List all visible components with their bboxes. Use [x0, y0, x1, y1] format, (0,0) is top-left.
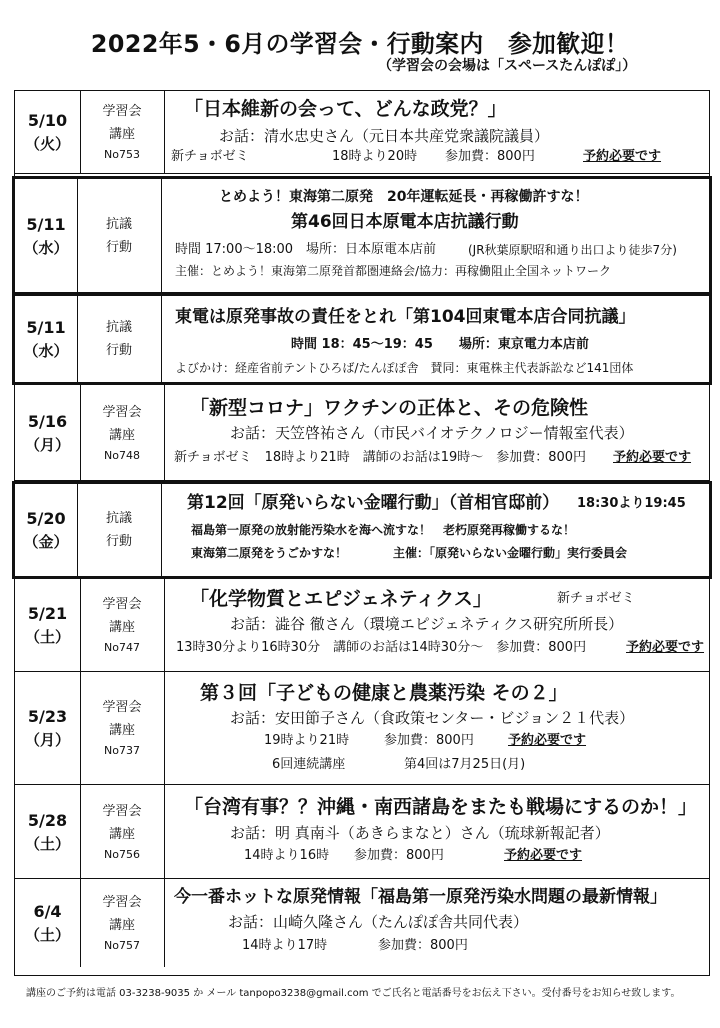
event-body — [164, 785, 709, 878]
reservation-note: 予約必要です — [626, 640, 705, 655]
event-type: 抗議 — [105, 320, 132, 335]
type-cell — [77, 296, 162, 382]
event-fee: 参加費：800円 — [384, 733, 474, 748]
event-number: No747 — [104, 641, 140, 654]
event-number: No753 — [104, 148, 140, 161]
event-time-place: 時間 17:00～18:00 場所：日本原電本店前 — [175, 242, 437, 257]
event-type: 抗議 — [105, 216, 132, 232]
date-cell — [15, 484, 78, 576]
event-time: 18時より20時 — [332, 149, 418, 164]
event-time: 14時より16時 — [244, 848, 330, 863]
event-body — [164, 579, 709, 671]
event-type: 学習会 — [102, 597, 142, 612]
event-row — [12, 176, 712, 295]
event-row — [12, 293, 712, 385]
date-cell — [15, 579, 81, 671]
event-slogan: 福島第一原発の放射能汚染水を海へ流すな！ 老朽原発再稼働するな！ — [191, 523, 576, 537]
event-body — [164, 879, 709, 967]
event-date: 5/11 — [26, 318, 66, 337]
event-type-sub: 行動 — [105, 239, 132, 255]
event-type: 学習会 — [102, 404, 142, 420]
event-type-sub: 講座 — [108, 427, 135, 443]
event-details: 13時30分より16時30分 講師のお話は14時30分～ 参加費：800円 — [176, 640, 587, 655]
type-cell — [77, 179, 162, 292]
event-fee: 参加費：800円 — [378, 938, 468, 953]
event-type: 抗議 — [105, 511, 132, 526]
event-type-sub: 講座 — [108, 620, 135, 635]
event-title: 今一番ホットな原発情報「福島第一原発汚染水問題の最新情報」 — [174, 887, 667, 907]
date-cell — [15, 385, 81, 480]
event-number: No748 — [104, 448, 140, 462]
event-row — [15, 879, 709, 967]
event-title: 「台湾有事？？沖縄・南西諸島をまたも戦場にするのか！」 — [184, 796, 698, 818]
event-type-sub: 講座 — [108, 723, 135, 738]
event-time: 18:30より19:45 — [577, 496, 686, 511]
event-speaker: お話：安田節子さん（食政策センター・ビジョン２１代表） — [230, 709, 635, 727]
reservation-note: 予約必要です — [508, 733, 587, 748]
date-cell — [15, 296, 78, 382]
event-speaker: お話：澁谷 徹さん（環境エピジェネティクス研究所所長） — [230, 615, 624, 633]
reservation-note: 予約必要です — [504, 848, 583, 863]
type-cell — [80, 785, 165, 878]
type-cell — [80, 579, 165, 671]
event-body — [161, 296, 709, 382]
event-number: No756 — [104, 847, 140, 861]
event-title: 「化学物質とエピジェネティクス」 — [190, 588, 492, 610]
event-fee: 参加費：800円 — [445, 149, 535, 164]
type-cell — [80, 672, 165, 784]
event-date: 5/23 — [27, 707, 68, 726]
event-date: 5/21 — [27, 604, 68, 623]
event-type: 学習会 — [102, 104, 142, 119]
event-title: 「新型コロナ」ワクチンの正体と、その危険性 — [190, 397, 589, 419]
event-title: 第46回日本原電本店抗議行動 — [291, 212, 519, 232]
event-zemi: 新チョボゼミ — [557, 591, 635, 606]
event-body — [161, 179, 709, 292]
event-date: 5/28 — [27, 810, 68, 830]
event-body — [161, 484, 709, 576]
footer-note: 講座のご予約は電話 03-3238-9035 か メール tanpopo3238@gmail.com でご氏名と電話番号をお伝え下さい。受付番号をお知らせ致します。 — [26, 988, 681, 999]
event-time: 19時より21時 — [264, 733, 350, 748]
event-weekday: （土） — [24, 628, 70, 646]
date-cell — [15, 672, 81, 784]
date-cell — [15, 785, 81, 878]
date-cell — [15, 179, 78, 292]
event-date: 5/16 — [27, 411, 68, 431]
event-body — [164, 91, 709, 173]
event-row — [15, 385, 709, 481]
event-series: 6回連続講座 — [272, 757, 346, 772]
event-next-session: 第4回は7月25日(月) — [404, 757, 526, 772]
event-weekday: （金） — [23, 533, 69, 551]
event-type: 学習会 — [102, 895, 142, 910]
event-type-sub: 講座 — [108, 918, 135, 933]
event-time-place: 時間 18：45～19：45 場所：東京電力本店前 — [291, 337, 589, 352]
event-number: No757 — [104, 939, 140, 952]
event-type-sub: 講座 — [108, 127, 135, 142]
event-type-sub: 講座 — [108, 826, 135, 842]
event-title: 「日本維新の会って、どんな政党？」 — [184, 98, 507, 120]
event-speaker: お話：明 真南斗（あきらまなと）さん（琉球新報記者） — [230, 824, 610, 842]
event-row — [15, 672, 709, 785]
event-date: 5/20 — [26, 509, 66, 528]
type-cell — [80, 91, 165, 173]
event-date: 6/4 — [33, 902, 62, 921]
event-time: 14時より17時 — [242, 938, 328, 953]
date-cell — [15, 879, 81, 967]
event-speaker: お話：清水忠史さん（元日本共産党衆議院議員） — [219, 127, 550, 145]
page-subtitle: （学習会の会場は「スペースたんぽぽ」） — [378, 58, 637, 74]
event-type-sub: 行動 — [105, 534, 132, 549]
event-weekday: （土） — [24, 926, 70, 944]
schedule-table — [14, 90, 710, 976]
event-row — [15, 91, 709, 174]
event-organizer: 主催：とめよう！東海第二原発首都圏連絡会/協力：再稼働阻止全国ネットワーク — [175, 264, 612, 278]
event-title: 第３回「子どもの健康と農薬汚染 その２」 — [200, 682, 568, 704]
event-slogan: 東海第二原発をうごかすな！ — [191, 546, 348, 560]
event-body — [164, 672, 709, 784]
type-cell — [80, 879, 165, 967]
event-type: 学習会 — [102, 803, 142, 819]
event-speaker: お話：天笠啓祐さん（市民バイオテクノロジー情報室代表） — [230, 424, 634, 442]
event-organizer: よびかけ：経産省前テントひろば/たんぽぽ舎 賛同：東電株主代表訴訟など141団体 — [175, 361, 634, 375]
event-date: 5/10 — [27, 111, 68, 130]
date-cell — [15, 91, 81, 173]
event-type-sub: 行動 — [105, 343, 132, 358]
event-details: 新チョボゼミ 18時より21時 講師のお話は19時～ 参加費：800円 — [174, 450, 587, 465]
event-title: 東電は原発事故の責任をとれ「第104回東電本店合同抗議」 — [175, 307, 636, 327]
page-title: 2022年5・6月の学習会・行動案内 参加歓迎！ — [90, 30, 630, 58]
type-cell — [80, 385, 165, 480]
event-number: No737 — [104, 744, 140, 757]
event-zemi: 新チョボゼミ — [171, 149, 249, 164]
event-weekday: （月） — [24, 731, 70, 749]
event-fee: 参加費：800円 — [354, 848, 444, 863]
reservation-note: 予約必要です — [583, 149, 662, 164]
event-access: (JR秋葉原駅昭和通り出口より徒歩7分) — [468, 243, 677, 257]
event-type: 学習会 — [102, 700, 142, 715]
reservation-note: 予約必要です — [613, 450, 692, 465]
event-row — [15, 579, 709, 672]
event-weekday: （火） — [24, 135, 70, 153]
event-date: 5/11 — [26, 214, 66, 234]
event-row — [15, 785, 709, 879]
event-body — [164, 385, 709, 480]
event-speaker: お話：山崎久隆さん（たんぽぽ舎共同代表） — [228, 913, 529, 931]
event-headline: とめよう！東海第二原発 20年運転延長・再稼働許すな！ — [219, 189, 589, 205]
event-weekday: （水） — [23, 342, 69, 360]
event-weekday: （水） — [23, 238, 69, 257]
event-title: 第12回「原発いらない金曜行動」（首相官邸前） — [187, 493, 560, 513]
event-organizer: 主催：「原発いらない金曜行動」実行委員会 — [393, 546, 628, 560]
event-weekday: （土） — [24, 834, 70, 853]
event-weekday: （月） — [24, 435, 70, 454]
event-row — [12, 481, 712, 579]
type-cell — [77, 484, 162, 576]
